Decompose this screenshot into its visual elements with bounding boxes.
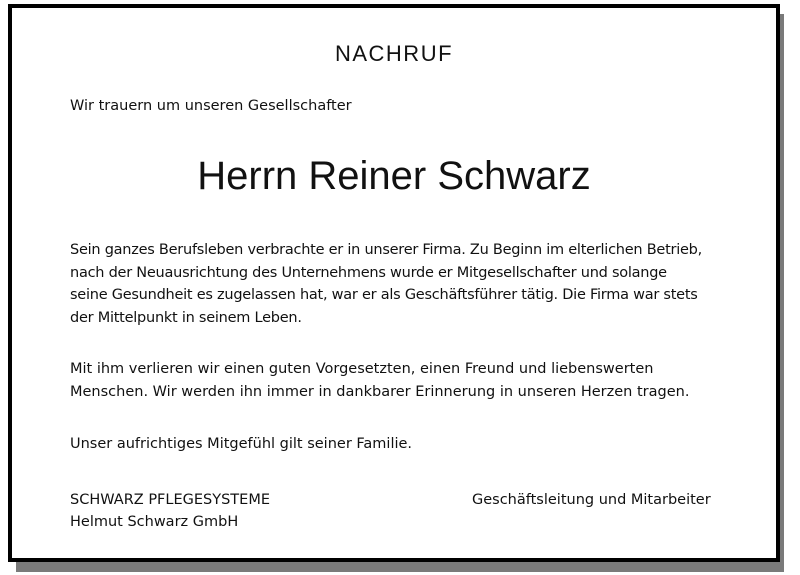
signature-company bbox=[70, 489, 270, 533]
company-entity: Helmut Schwarz GmbH bbox=[70, 514, 239, 530]
paragraph-line: Unser aufrichtiges Mitgefühl gilt seiner Familie. bbox=[70, 436, 413, 452]
paragraph-line: Mit ihm verlieren wir einen guten Vorgesetzten, einen Freund und liebenswerten bbox=[70, 361, 654, 377]
paragraph-career bbox=[70, 239, 760, 329]
signature-staff: Geschäftsleitung und Mitarbeiter bbox=[472, 492, 711, 508]
paragraph-remembrance bbox=[70, 358, 760, 403]
obituary-notice bbox=[8, 4, 780, 562]
paragraph-condolence bbox=[70, 433, 760, 456]
paragraph-line: Menschen. Wir werden ihn immer in dankbarer Erinnerung in unseren Herzen tragen. bbox=[70, 383, 690, 400]
deceased-name: Herrn Reiner Schwarz bbox=[197, 154, 591, 198]
intro-text: Wir trauern um unseren Gesellschafter bbox=[70, 98, 352, 114]
paragraph-line: seine Gesundheit es zugelassen hat, war er als Geschäftsführer tätig. Die Firma war stets bbox=[70, 287, 698, 303]
paragraph-line: nach der Neuausrichtung des Unternehmens wurde er Mitgesellschafter und solange bbox=[70, 264, 667, 281]
paragraph-line: Sein ganzes Berufsleben verbrachte er in unserer Firma. Zu Beginn im elterlichen Betrieb, bbox=[70, 242, 702, 258]
notice-heading: NACHRUF bbox=[334, 41, 454, 66]
paragraph-line: der Mittelpunkt in seinem Leben. bbox=[70, 309, 302, 326]
company-name: SCHWARZ PFLEGESYSTEME bbox=[70, 492, 270, 508]
